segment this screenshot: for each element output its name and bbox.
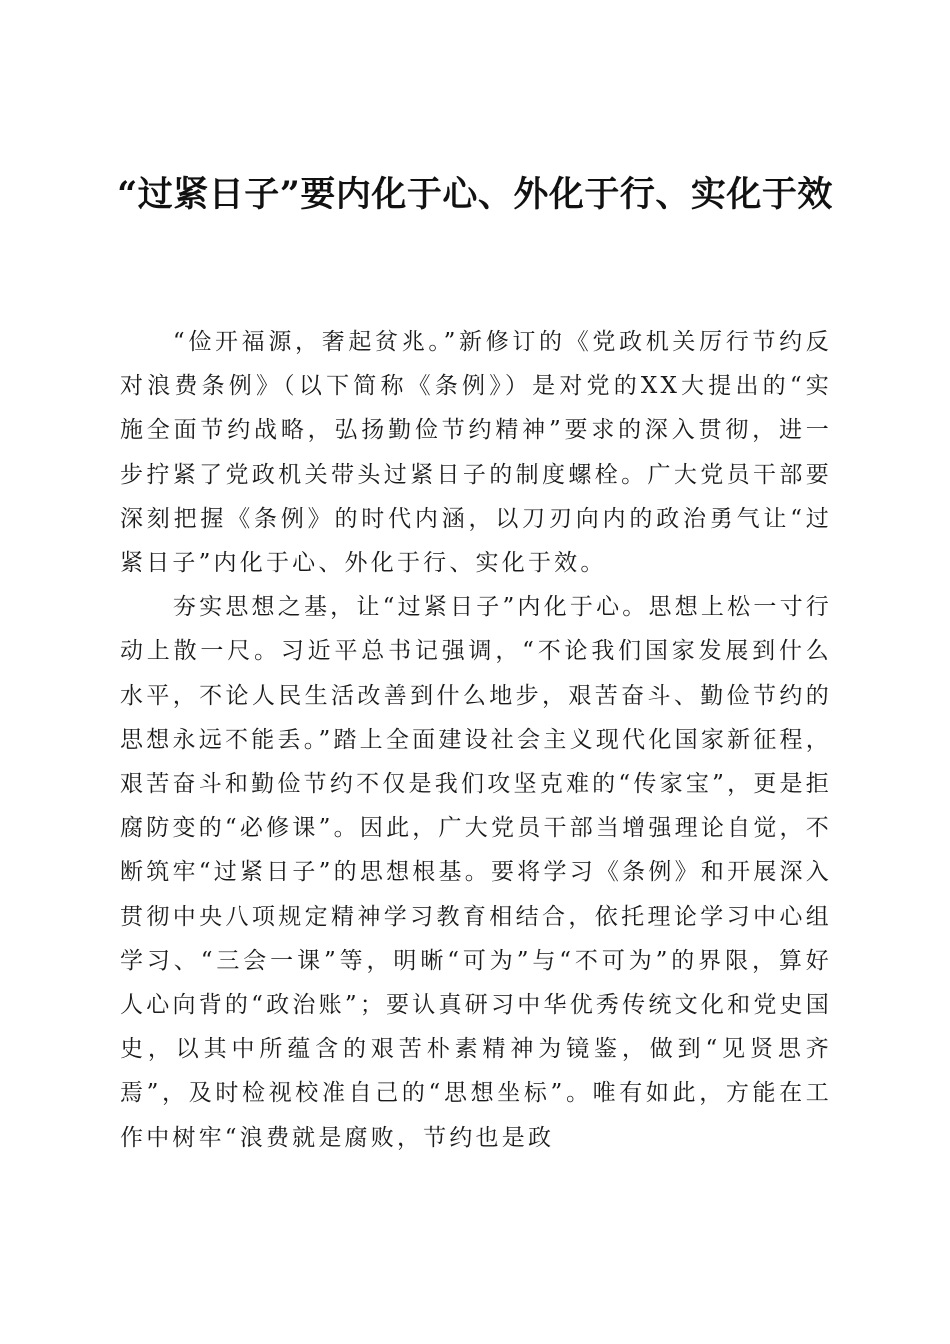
document-body <box>120 320 832 1160</box>
paragraph-2: 夯实思想之基，让“过紧日子”内化于心。思想上松一寸行动上散一尺。习近平总书记强调，“不论我们国家发展到什么水平，不论人民生活改善到什么地步，艰苦奋斗、勤俭节约的思想永远不能丢。”踏上全面建设社会主义现代化国家新征程，艰苦奋斗和勤俭节约不仅是我们攻坚克难的“传家宝”，更是拒腐防变的“必修课”。因此，广大党员干部当增强理论自觉，不断筑牢“过紧日子”的思想根基。要将学习《条例》和开展深入贯彻中央八项规定精神学习教育相结合，依托理论学习中心组学习、“三会一课”等，明晰“可为”与“不可为”的界限，算好人心向背的“政治账”；要认真研习中华优秀传统文化和党史国史，以其中所蕴含的艰苦朴素精神为镜鉴，做到“见贤思齐焉”，及时检视校准自己的“思想坐标”。唯有如此，方能在工作中树牢“浪费就是腐败，节约也是政 <box>120 594 832 1151</box>
paragraph-1: “俭开福源，奢起贫兆。”新修订的《党政机关厉行节约反对浪费条例》（以下简称《条例》）是对党的XX大提出的“实施全面节约战略，弘扬勤俭节约精神”要求的深入贯彻，进一步拧紧了党政机关带头过紧日子的制度螺栓。广大党员干部要深刻把握《条例》的时代内涵，以刀刃向内的政治勇气让“过紧日子”内化于心、外化于行、实化于效。 <box>120 329 832 577</box>
document-title: “过紧日子”要内化于心、外化于行、实化于效 <box>117 174 833 215</box>
